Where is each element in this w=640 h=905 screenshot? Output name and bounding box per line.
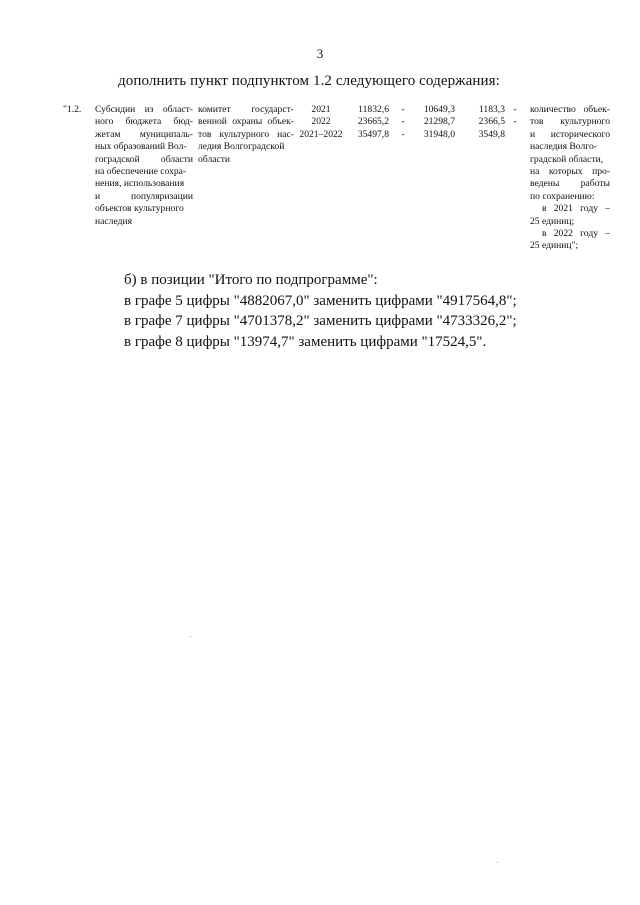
result-line: на которых про- (530, 166, 610, 178)
responsible-organization (198, 104, 294, 166)
dash-value: - (401, 116, 405, 128)
desc-line: жетам муниципаль- (95, 128, 193, 140)
scan-speck (497, 862, 498, 863)
row-number: "1.2. (63, 104, 82, 115)
year-value: 2021 (311, 104, 331, 115)
federal-budget-column (397, 104, 409, 141)
dash-value: - (401, 104, 405, 115)
regional-budget-column (411, 104, 455, 141)
org-line: ледия Волгоградской (198, 141, 285, 153)
amount-value: 10649,3 (423, 104, 455, 115)
year-value: 2021–2022 (299, 128, 343, 140)
amount-value: 35497,8 (357, 128, 389, 140)
org-line: комитет государст- (198, 104, 294, 115)
dash-value: - (401, 128, 405, 140)
result-line: 25 единиц; (530, 215, 575, 227)
result-line: ведены работы (530, 178, 610, 190)
desc-line: гоградской области (95, 153, 193, 165)
measure-description (95, 104, 193, 228)
extra-budget-column (509, 104, 521, 129)
result-line: тов культурного (530, 116, 610, 128)
amount-value: 21298,7 (423, 116, 455, 128)
dash-value: - (513, 116, 517, 128)
amount-value: 23665,2 (357, 116, 389, 128)
local-budget-column (461, 104, 505, 141)
amendment-line: в графе 7 цифры "4701378,2" заменить цифрами "4733326,2"; (124, 313, 517, 329)
desc-line: на обеспечение сохра- (95, 166, 187, 178)
years-column (295, 104, 347, 141)
amount-value: 1183,3 (478, 104, 505, 115)
result-line: градской области, (530, 153, 604, 165)
result-line: наследия Волго- (530, 141, 597, 153)
total-amount-column (347, 104, 389, 141)
amount-value: 3549,8 (478, 128, 505, 140)
desc-line: объектов культурного (95, 203, 184, 215)
scan-speck (190, 636, 191, 637)
org-line: венной охраны объек- (198, 116, 294, 128)
desc-line: ного бюджета бюд- (95, 116, 193, 128)
desc-line: ных образований Вол- (95, 141, 187, 153)
amount-value: 11832,6 (358, 104, 389, 115)
result-line: по сохранению: (530, 190, 595, 202)
amount-value: 31948,0 (423, 128, 455, 140)
desc-line: Субсидии из област- (95, 104, 193, 115)
org-line: области (198, 153, 231, 165)
dash-value: - (513, 104, 517, 115)
amendments-block (124, 270, 517, 352)
result-line: 25 единиц"; (530, 240, 579, 252)
desc-line: нения, использования (95, 178, 185, 190)
amendment-line: в графе 5 цифры "4882067,0" заменить цифрами "4917564,8"; (124, 292, 517, 309)
page-number: 3 (316, 46, 324, 61)
org-line: тов культурного нас- (198, 128, 294, 140)
result-line: количество объек- (530, 104, 610, 115)
expected-result (530, 104, 610, 253)
result-line: и исторического (530, 128, 610, 140)
year-value: 2022 (311, 116, 331, 128)
amount-value: 2366,5 (478, 116, 505, 128)
desc-line: и популяризации (95, 190, 193, 202)
intro-text: дополнить пункт подпунктом 1.2 следующего содержания: (118, 73, 500, 89)
result-line: в 2021 году – (542, 203, 610, 215)
desc-line: наследия (95, 215, 132, 227)
result-line: в 2022 году – (542, 228, 610, 240)
amendment-line: в графе 8 цифры "13974,7" заменить цифрами "17524,5". (124, 333, 487, 350)
amendment-line: б) в позиции "Итого по подпрограмме": (124, 272, 378, 288)
